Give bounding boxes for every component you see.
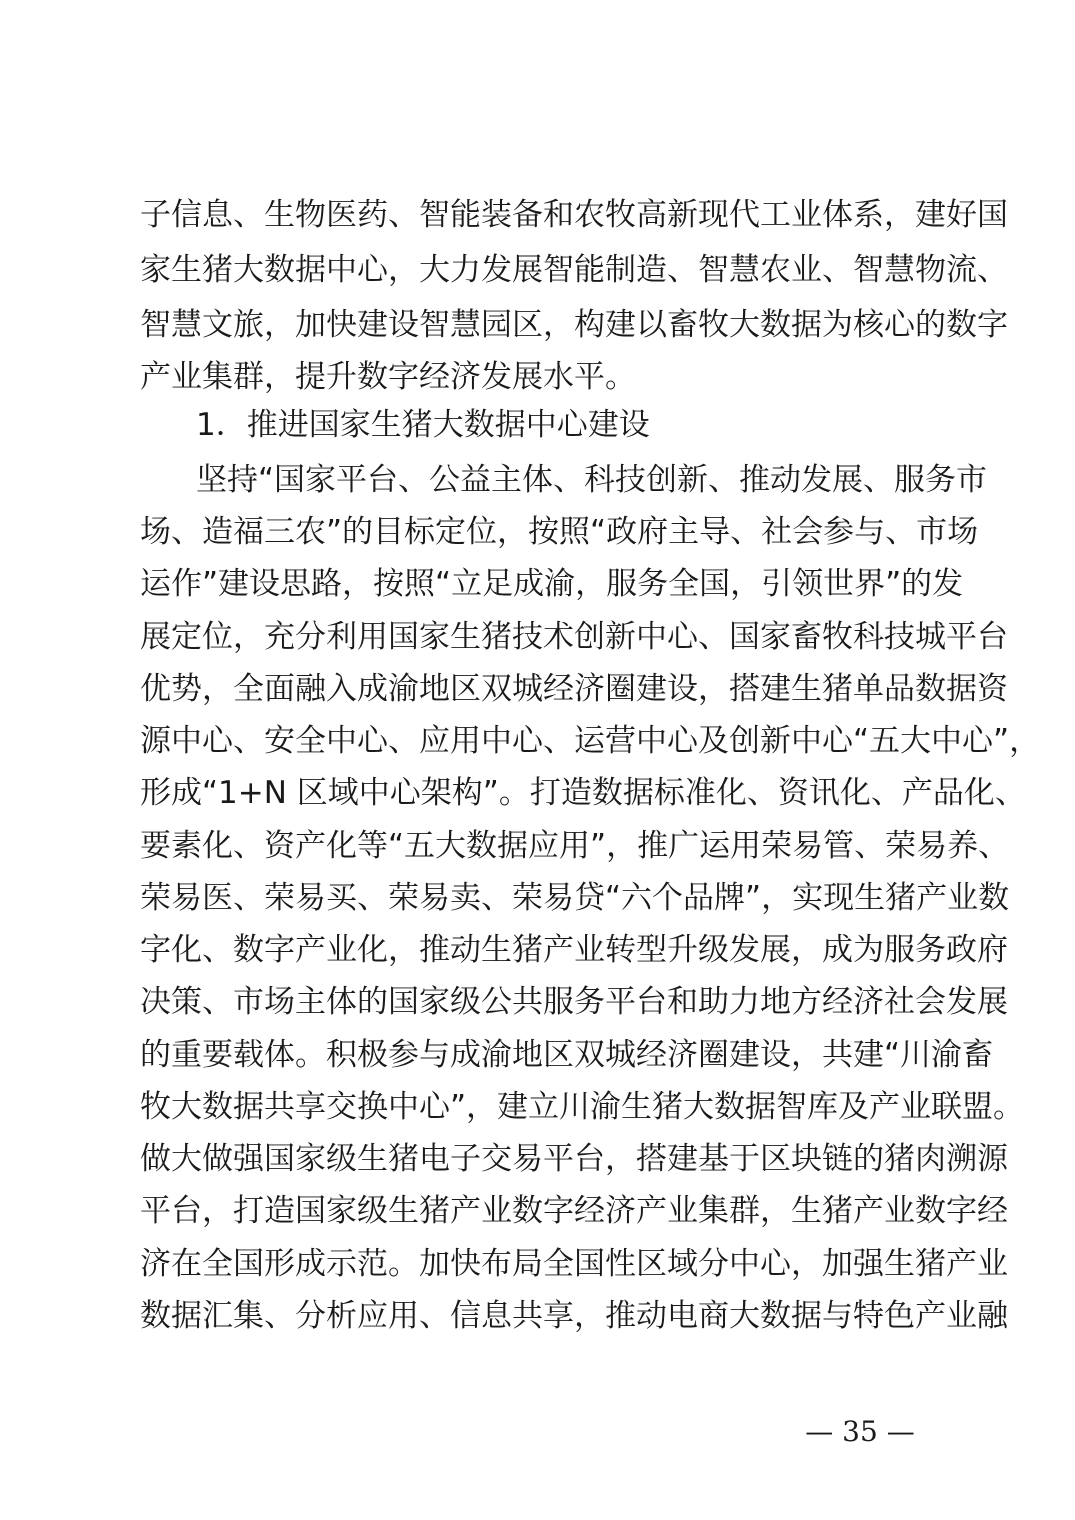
- paragraph-line: 运作”建设思路，按照“立足成渝，服务全国，引领世界”的发: [140, 566, 964, 602]
- paragraph-line: 字化、数字产业化，推动生猪产业转型升级发展，成为服务政府: [140, 932, 1008, 968]
- paragraph-line: 坚持“国家平台、公益主体、科技创新、推动发展、服务市: [196, 462, 988, 498]
- section-heading: 1．推进国家生猪大数据中心建设: [196, 407, 650, 443]
- page-number: — 35 —: [805, 1415, 915, 1448]
- paragraph-line: 智慧文旅，加快建设智慧园区，构建以畜牧大数据为核心的数字: [140, 307, 1008, 343]
- paragraph-line: 家生猪大数据中心，大力发展智能制造、智慧农业、智慧物流、: [140, 252, 1008, 288]
- paragraph-line: 要素化、资产化等“五大数据应用”，推广运用荣易管、荣易养、: [140, 828, 1010, 864]
- paragraph-line: 荣易医、荣易买、荣易卖、荣易贷“六个品牌”，实现生猪产业数: [140, 880, 1010, 916]
- paragraph-line: 牧大数据共享交换中心”，建立川渝生猪大数据智库及产业联盟。: [140, 1089, 1025, 1125]
- paragraph-line: 平台，打造国家级生猪产业数字经济产业集群，生猪产业数字经: [140, 1193, 1008, 1229]
- paragraph-line: 做大做强国家级生猪电子交易平台，搭建基于区块链的猪肉溯源: [140, 1141, 1008, 1177]
- paragraph-line: 展定位，充分利用国家生猪技术创新中心、国家畜牧科技城平台: [140, 619, 1008, 655]
- paragraph-line: 形成“1+N 区域中心架构”。打造数据标准化、资讯化、产品化、: [140, 775, 1026, 811]
- paragraph-line: 子信息、生物医药、智能装备和农牧高新现代工业体系，建好国: [140, 197, 1008, 233]
- paragraph-line: 的重要载体。积极参与成渝地区双城经济圈建设，共建“川渝畜: [140, 1037, 994, 1073]
- paragraph-line: 济在全国形成示范。加快布局全国性区域分中心，加强生猪产业: [140, 1246, 1008, 1282]
- paragraph-line: 数据汇集、分析应用、信息共享，推动电商大数据与特色产业融: [140, 1298, 1008, 1334]
- paragraph-line: 产业集群，提升数字经济发展水平。: [140, 359, 636, 395]
- paragraph-line: 优势，全面融入成渝地区双城经济圈建设，搭建生猪单品数据资: [140, 671, 1008, 707]
- paragraph-line: 场、造福三农”的目标定位，按照“政府主导、社会参与、市场: [140, 514, 979, 550]
- paragraph-line: 决策、市场主体的国家级公共服务平台和助力地方经济社会发展: [140, 984, 1008, 1020]
- paragraph-line: 源中心、安全中心、应用中心、运营中心及创新中心“五大中心”，: [140, 723, 1041, 759]
